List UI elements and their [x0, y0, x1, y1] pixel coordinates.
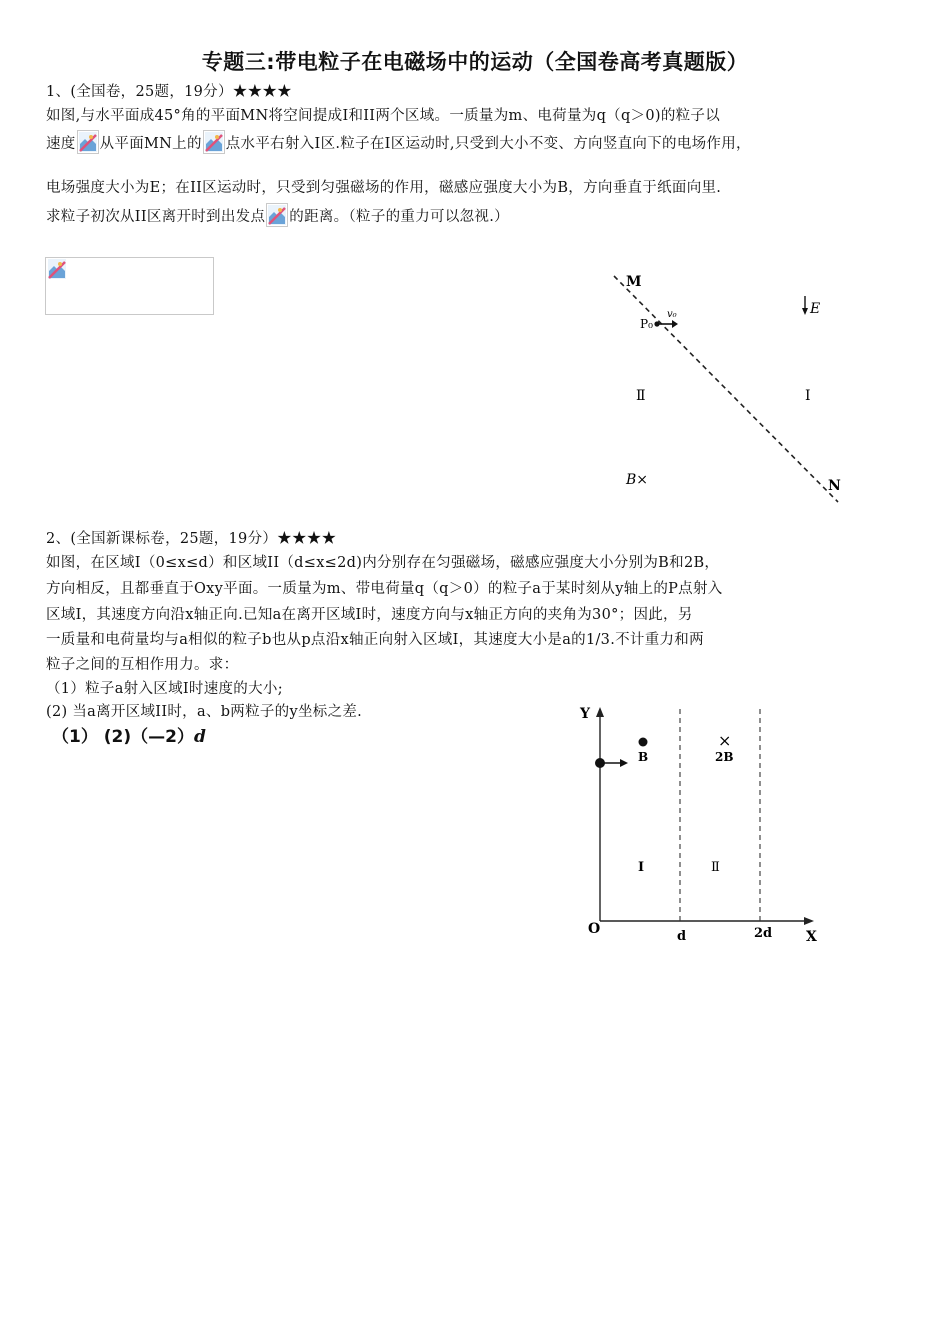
broken-image-icon — [203, 130, 225, 154]
broken-image-icon — [266, 203, 288, 227]
q2-figure — [570, 695, 840, 950]
label-region-2: Ⅱ — [636, 388, 646, 404]
q1-text-line2a: 速度 — [46, 136, 76, 152]
q2-header: 2、(全国新课标卷，25题，19分）★★★★ — [46, 531, 337, 547]
q1-text-line3: 电场强度大小为E；在ⅠⅠ区运动时，只受到匀强磁场的作用，磁感应强度大小为B，方向垂直于纸面向里. — [46, 180, 722, 196]
label-d: d — [677, 929, 687, 944]
broken-image-icon — [47, 259, 67, 279]
label-n: N — [828, 478, 841, 494]
velocity-arrowhead — [620, 759, 628, 767]
q2-sub2: (2) 当a离开区域ⅠⅠ时，a、b两粒子的y坐标之差. — [46, 704, 363, 720]
q2-text-line5: 粒子之间的互相作用力。求： — [46, 657, 239, 673]
q1-text-line2 — [46, 130, 751, 154]
q1-text-line2c: 点水平右射入Ⅰ区.粒子在Ⅰ区运动时,只受到大小不变、方向竖直向下的电场作用， — [225, 136, 751, 152]
q2-text-line2: 方向相反，且都垂直于Oxy平面。一质量为m、带电荷量q（q＞0）的粒子a于某时刻从y轴上的P点射入 — [46, 581, 723, 597]
q2-answer — [52, 722, 206, 747]
label-p0: P₀ — [640, 317, 653, 331]
field-out-dot — [639, 738, 648, 747]
q2-text-line3: 区域Ⅰ，其速度方向沿x轴正向.已知a在离开区域Ⅰ时，速度方向与x轴正方向的夹角为30°；因此，另 — [46, 607, 693, 623]
q1-text-line4 — [46, 203, 509, 227]
q2-answer-prefix: （1） (2)（—2） — [52, 727, 194, 747]
label-v0: v₀ — [667, 309, 677, 320]
label-origin: O — [588, 921, 601, 937]
label-y: Y — [580, 706, 590, 722]
q1-text-line2b: 从平面MN上的 — [99, 136, 202, 152]
q1-header: 1、(全国卷，25题，19分）★★★★ — [46, 84, 292, 100]
broken-image-placeholder — [45, 257, 214, 315]
field-e-arrowhead — [802, 308, 808, 315]
q2-text-line4: 一质量和电荷量均与a相似的粒子b也从p点沿x轴正向射入区域Ⅰ，其速度大小是a的1/3.不计重力和两 — [46, 632, 704, 648]
q2-sub1: （1）粒子a射入区域Ⅰ时速度的大小; — [46, 681, 283, 697]
y-axis-arrowhead — [596, 707, 604, 717]
q1-text-line4a: 求粒子初次从ⅠⅠ区离开时到出发点 — [46, 209, 266, 225]
x-axis-arrowhead — [804, 917, 814, 925]
label-x: X — [806, 929, 817, 945]
field-in-cross: × — [718, 731, 732, 750]
broken-image-icon — [77, 130, 99, 154]
velocity-arrowhead — [672, 320, 678, 328]
q1-figure — [600, 262, 850, 512]
label-region-1: Ⅰ — [805, 388, 811, 404]
label-region-1: I — [638, 860, 645, 875]
label-region-2: Ⅱ — [711, 860, 720, 875]
q2-text-line1: 如图，在区域Ⅰ（0≤x≤d）和区域ⅠⅠ（d≤x≤2d)内分别存在匀强磁场，磁感应强度大小分别为B和2B， — [46, 555, 720, 571]
label-b-field: B× — [626, 472, 649, 488]
q1-text-line1: 如图,与水平面成45°角的平面MN将空间提成Ⅰ和ⅠⅠ两个区域。一质量为m、电荷量为q（q＞0)的粒子以 — [46, 108, 721, 124]
label-2b: 2B — [715, 750, 734, 764]
label-b: B — [638, 750, 649, 764]
q1-text-line4b: 的距离。（粒子的重力可以忽视.） — [289, 209, 509, 225]
label-m: M — [626, 274, 642, 290]
q2-answer-var: d — [193, 727, 206, 747]
page-title: 专题三:带电粒子在电磁场中的运动（全国卷高考真题版） — [201, 50, 749, 74]
label-e: E — [810, 301, 821, 317]
label-2d: 2d — [754, 926, 773, 941]
